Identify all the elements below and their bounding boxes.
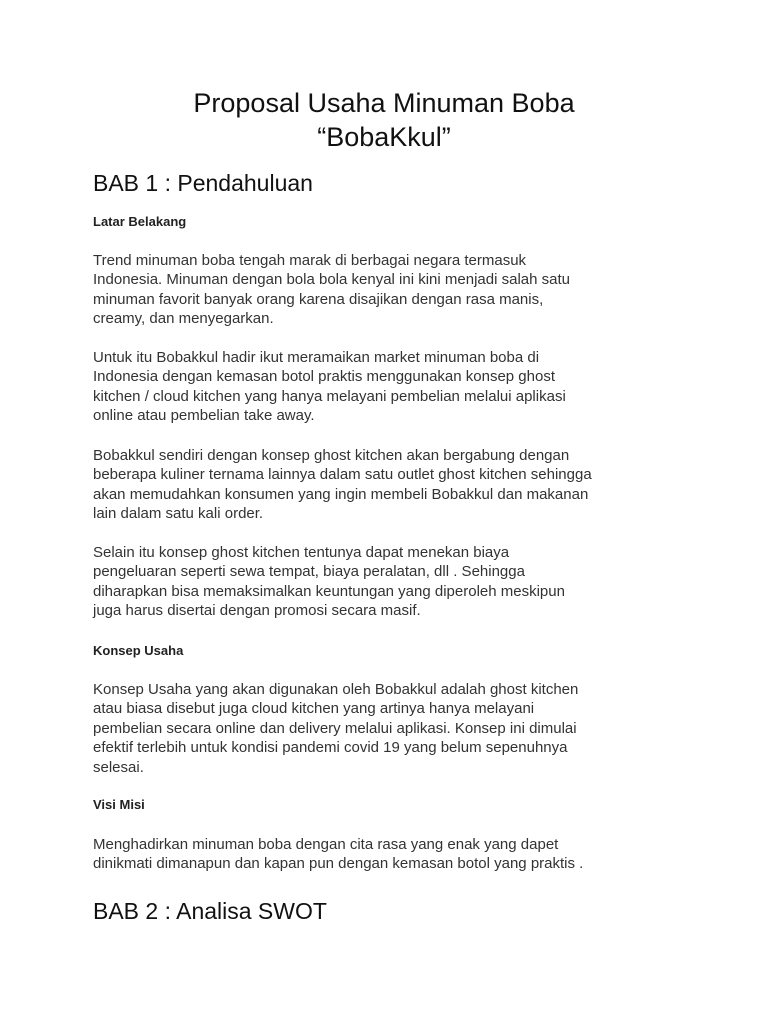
title-line: Proposal Usaha Minuman Boba [193, 88, 575, 118]
text-line: kitchen / cloud kitchen yang hanya melayani pembelian melalui aplikasi [93, 387, 566, 405]
text-line: Indonesia dengan kemasan botol praktis menggunakan konsep ghost [93, 368, 555, 386]
text-line: Bobakkul sendiri dengan konsep ghost kitchen akan bergabung dengan [93, 447, 570, 464]
text-line: pembelian secara online dan delivery melalui aplikasi. Konsep ini dimulai [93, 719, 577, 737]
text-line: akan memudahkan konsumen yang ingin membeli Bobakkul dan makanan [93, 485, 589, 503]
text-line: diharapkan bisa memaksimalkan keuntungan yang diperoleh meskipun [93, 582, 565, 600]
text-line: Indonesia. Minuman dengan bola bola kenyal ini kini menjadi salah satu [93, 271, 570, 289]
text-line: online atau pembelian take away. [93, 407, 315, 425]
section-heading-latar-belakang: Latar Belakang [93, 214, 187, 229]
chapter-heading-bab-1: BAB 1 : Pendahuluan [93, 170, 313, 196]
text-line: atau biasa disebut juga cloud kitchen yang artinya hanya melayani [93, 700, 535, 718]
section-heading-visi-misi: Visi Misi [93, 797, 145, 812]
text-line: selesai. [93, 758, 144, 776]
section-heading-konsep-usaha: Konsep Usaha [93, 643, 184, 658]
text-line: efektif terlebih untuk kondisi pandemi covid 19 yang belum sepenuhnya [93, 739, 568, 757]
document-title [0, 86, 768, 154]
text-line: beberapa kuliner ternama lainnya dalam satu outlet ghost kitchen sehingga [93, 466, 592, 484]
paragraph [93, 543, 693, 621]
text-line: Untuk itu Bobakkul hadir ikut meramaikan market minuman boba di [93, 349, 540, 366]
text-line: pengeluaran seperti sewa tempat, biaya peralatan, dll . Sehingga [93, 563, 525, 581]
text-line: Selain itu konsep ghost kitchen tentunya dapat menekan biaya [93, 544, 510, 561]
text-line: Trend minuman boba tengah marak di berbagai negara termasuk [93, 252, 527, 269]
paragraph [93, 251, 693, 329]
text-line: juga harus disertai dengan promosi secara masif. [93, 602, 421, 620]
title-line: “BobaKkul” [317, 122, 451, 152]
text-line: Menghadirkan minuman boba dengan cita rasa yang enak yang dapet [93, 836, 559, 853]
paragraph [93, 348, 693, 426]
paragraph [93, 680, 693, 777]
paragraph [93, 835, 693, 874]
text-line: dinikmati dimanapun dan kapan pun dengan kemasan botol yang praktis . [93, 855, 584, 873]
paragraph [93, 446, 693, 524]
chapter-heading-bab-2: BAB 2 : Analisa SWOT [93, 898, 327, 924]
text-line: Konsep Usaha yang akan digunakan oleh Bobakkul adalah ghost kitchen [93, 681, 579, 698]
text-line: creamy, dan menyegarkan. [93, 310, 274, 328]
text-line: minuman favorit banyak orang karena disajikan dengan rasa manis, [93, 290, 544, 308]
text-line: lain dalam satu kali order. [93, 505, 264, 523]
